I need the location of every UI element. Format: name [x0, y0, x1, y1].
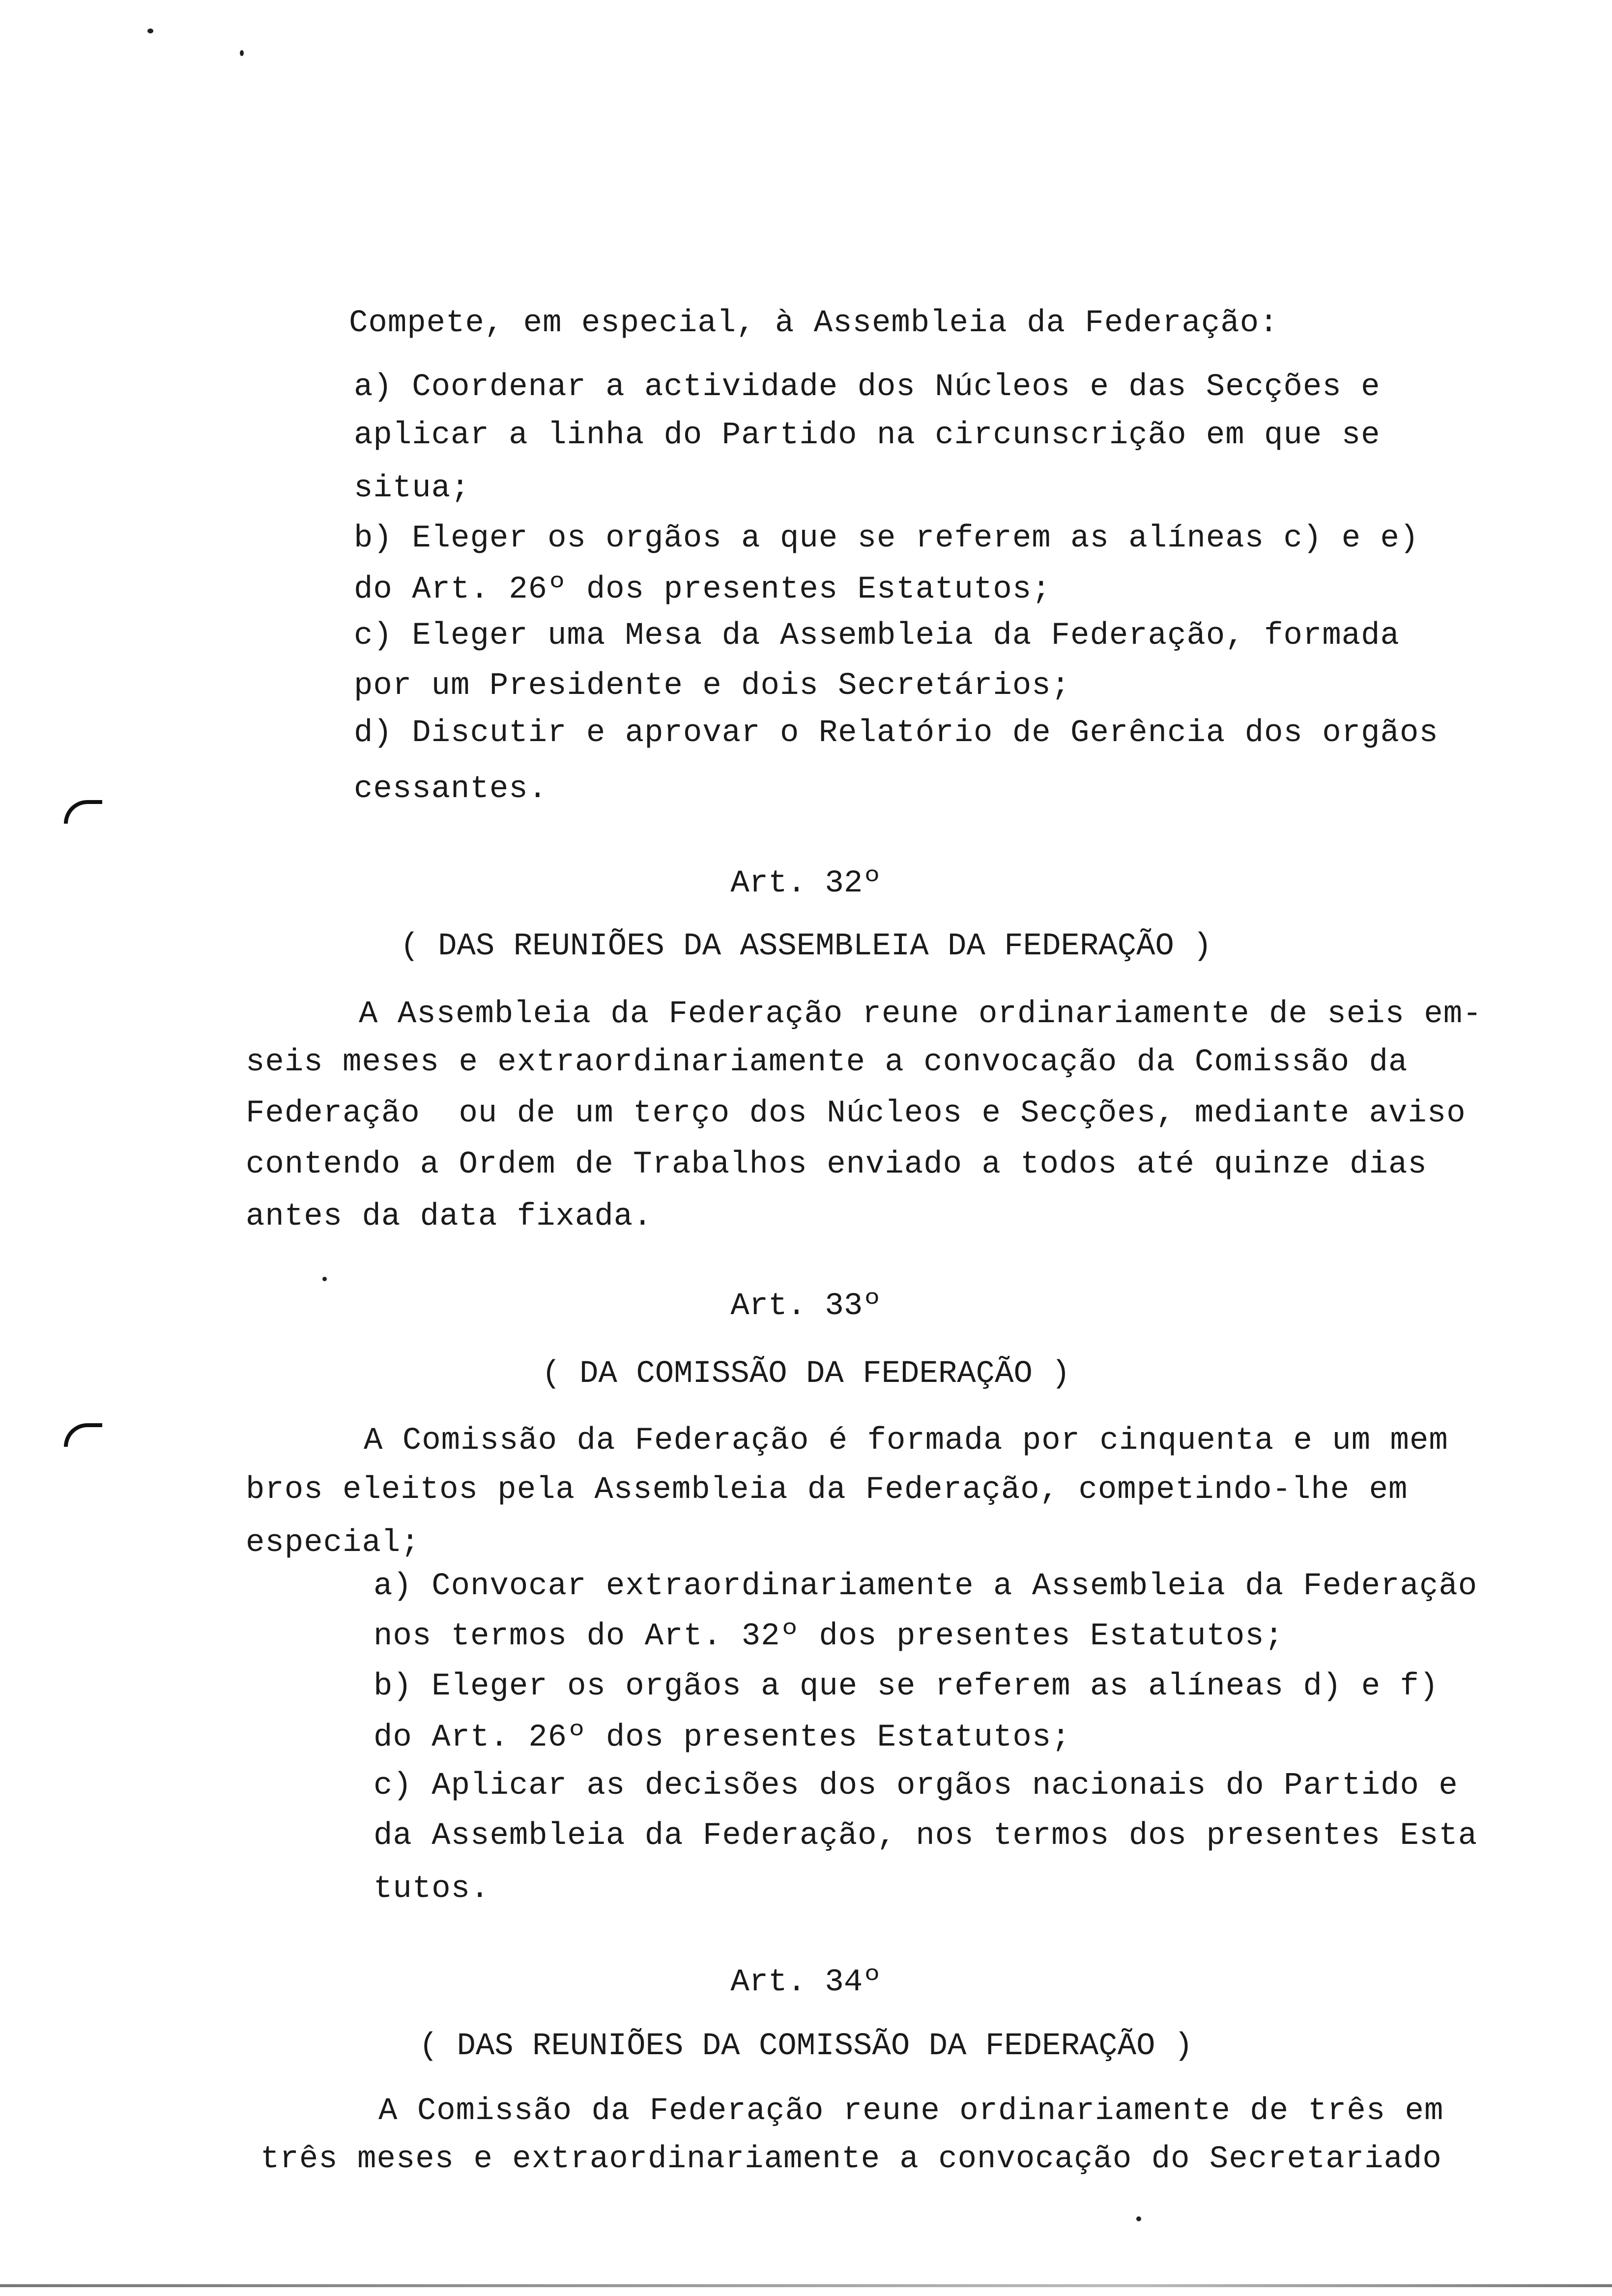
article-33-list-line-1: a) Convocar extraordinariamente a Assembleia da Federação	[374, 1569, 1478, 1604]
article-33-title: Art. 33º	[730, 1289, 882, 1324]
article-33-body-line-1: A Comissão da Federação é formada por cinquenta e um mem	[364, 1423, 1448, 1459]
intro-line: Compete, em especial, à Assembleia da Federação:	[349, 306, 1279, 341]
list-item-d-line-1: d) Discutir e aprovar o Relatório de Gerência dos orgãos	[354, 716, 1439, 751]
article-33-body-line-3: especial;	[246, 1525, 420, 1561]
article-34-body-line-1: A Comissão da Federação reune ordinariamente de três em	[378, 2094, 1444, 2129]
article-33-list-line-2: nos termos do Art. 32º dos presentes Estatutos;	[374, 1619, 1284, 1654]
list-item-b-line-2: do Art. 26º dos presentes Estatutos;	[354, 572, 1051, 607]
article-33-list-line-7: tutos.	[374, 1871, 490, 1907]
article-33-heading: ( DA COMISSÃO DA FEDERAÇÃO )	[542, 1356, 1070, 1392]
article-33-list-line-3: b) Eleger os orgãos a que se referem as alíneas d) e f)	[374, 1669, 1439, 1704]
article-33-body-line-2: bros eleitos pela Assembleia da Federação, competindo-lhe em	[246, 1472, 1408, 1508]
article-32-body-line-5: antes da data fixada.	[246, 1199, 653, 1234]
list-item-d-line-2: cessantes.	[354, 772, 548, 807]
list-item-a-line-2: aplicar a linha do Partido na circunscrição em que se	[354, 418, 1381, 453]
article-32-heading: ( DAS REUNIÕES DA ASSEMBLEIA DA FEDERAÇÃO )	[400, 929, 1212, 964]
article-34-title: Art. 34º	[730, 1965, 882, 2000]
margin-bracket-mark	[64, 800, 102, 824]
article-32-body-line-4: contendo a Ordem de Trabalhos enviado a todos até quinze dias	[246, 1147, 1427, 1182]
article-33-list-line-4: do Art. 26º dos presentes Estatutos;	[374, 1720, 1071, 1755]
scan-speck	[147, 29, 153, 33]
list-item-c-line-1: c) Eleger uma Mesa da Assembleia da Federação, formada	[354, 618, 1400, 654]
article-33-list-line-5: c) Aplicar as decisões dos orgãos nacionais do Partido e	[374, 1768, 1458, 1804]
scan-speck	[240, 50, 244, 56]
article-34-heading: ( DAS REUNIÕES DA COMISSÃO DA FEDERAÇÃO )	[419, 2029, 1193, 2064]
margin-bracket-mark	[64, 1423, 102, 1447]
article-32-body-line-2: seis meses e extraordinariamente a convocação da Comissão da	[246, 1045, 1408, 1080]
scan-speck	[1136, 2216, 1141, 2221]
article-32-body-line-1: A Assembleia da Federação reune ordinariamente de seis em-	[359, 997, 1482, 1032]
article-32-body-line-3: Federação ou de um terço dos Núcleos e Secções, mediante aviso	[246, 1096, 1466, 1131]
article-32-title: Art. 32º	[730, 866, 882, 901]
list-item-c-line-2: por um Presidente e dois Secretários;	[354, 668, 1071, 704]
list-item-b-line-1: b) Eleger os orgãos a que se referem as alíneas c) e e)	[354, 521, 1419, 556]
list-item-a-line-3: situa;	[354, 471, 470, 506]
list-item-a-line-1: a) Coordenar a actividade dos Núcleos e das Secções e	[354, 370, 1381, 405]
article-34-body-line-2: três meses e extraordinariamente a convocação do Secretariado	[260, 2142, 1442, 2177]
scan-speck	[322, 1277, 327, 1281]
scan-bottom-edge	[0, 2284, 1612, 2287]
article-33-list-line-6: da Assembleia da Federação, nos termos dos presentes Esta	[374, 1818, 1478, 1854]
